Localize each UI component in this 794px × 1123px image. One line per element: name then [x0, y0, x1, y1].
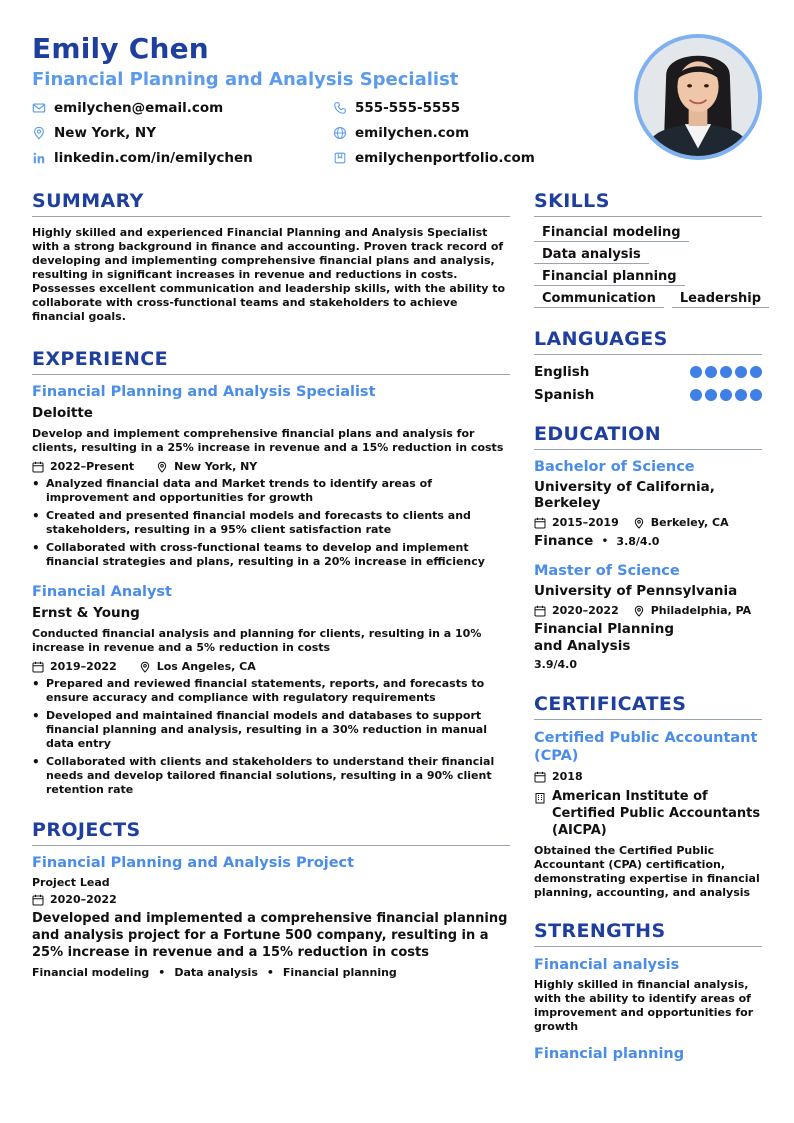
language-row [534, 364, 762, 380]
level-dot [735, 366, 747, 378]
contact-location-text: New York, NY [54, 125, 156, 141]
skill-tag: Financial modeling [534, 225, 689, 242]
job-meta [32, 460, 510, 473]
level-dot [705, 366, 717, 378]
education-section [534, 423, 762, 671]
job-title: Financial Planning and Analysis Specialist [32, 384, 376, 400]
skill-tag: Communication [534, 291, 664, 308]
education-meta [534, 604, 762, 617]
job-meta [32, 660, 510, 673]
project-description: Developed and implemented a comprehensive financial planning and analysis project for a Fortune 500 company, resulting in a 25% increase in revenue and a 15% reduction in costs [32, 911, 508, 960]
strength-entry [534, 957, 762, 1034]
project-tag: Data analysis [174, 966, 258, 979]
certificate-description: Obtained the Certified Public Accountant (CPA) certification, demonstrating expertise in financial planning, accounting, and analysis [534, 844, 760, 899]
education-entry [534, 563, 762, 671]
portrait-photo [638, 38, 758, 156]
job-location: New York, NY [174, 460, 258, 473]
level-dot [750, 366, 762, 378]
strength-entry [534, 1046, 762, 1062]
job-description: Conducted financial analysis and planning for clients, resulting in a 10% increase in revenue and a 5% reduction in costs [32, 627, 482, 654]
education-gpa: 3.9/4.0 [534, 658, 577, 671]
degree-title: Master of Science [534, 563, 680, 579]
avatar [634, 34, 762, 160]
globe-icon [333, 126, 347, 140]
contact-linkedin-text: linkedin.com/in/emilychen [54, 150, 253, 166]
level-dot [720, 389, 732, 401]
calendar-icon [32, 894, 44, 906]
education-location: Berkeley, CA [650, 516, 729, 529]
level-dot [735, 389, 747, 401]
school-name: University of California, Berkeley [534, 479, 715, 511]
languages-heading: LANGUAGES [534, 328, 762, 355]
project-entry [32, 855, 510, 979]
skills-section [534, 190, 762, 308]
project-tag: Financial modeling [32, 966, 150, 979]
mail-icon [32, 101, 46, 115]
education-field: Financial Planning and Analysis [534, 621, 675, 654]
project-title: Financial Planning and Analysis Project [32, 855, 355, 871]
calendar-icon [32, 461, 44, 473]
list-item: • Developed and maintained financial models and databases to support financial planning and analysis, resulting in a 30% reduction in manual data entry [32, 709, 510, 751]
contact-portfolio-text: emilychenportfolio.com [355, 150, 535, 166]
language-name: English [534, 364, 590, 380]
contact-email-text: emilychen@email.com [54, 100, 224, 116]
experience-section [32, 348, 510, 797]
list-item: • Analyzed financial data and Market trends to identify areas of improvement and opportunities for growth [32, 477, 510, 505]
job-company: Ernst & Young [32, 605, 140, 621]
location-pin-icon [156, 461, 168, 473]
education-field: Finance [534, 533, 594, 549]
linkedin-icon [32, 151, 46, 165]
certificates-section [534, 693, 762, 900]
contact-linkedin[interactable] [32, 150, 253, 166]
education-dates: 2020–2022 [552, 604, 619, 617]
level-dot [705, 389, 717, 401]
gpa-separator: • [601, 534, 609, 548]
candidate-role: Financial Planning and Analysis Specialist [32, 69, 459, 90]
job-company: Deloitte [32, 405, 93, 421]
location-pin-icon [633, 605, 645, 617]
location-pin-icon [32, 126, 46, 140]
level-dot [690, 366, 702, 378]
calendar-icon [534, 605, 546, 617]
phone-icon [333, 101, 347, 115]
language-level [690, 366, 762, 378]
degree-title: Bachelor of Science [534, 459, 695, 475]
education-heading: EDUCATION [534, 423, 762, 450]
level-dot [690, 389, 702, 401]
calendar-icon [534, 517, 546, 529]
portfolio-icon [333, 151, 347, 165]
right-column [534, 190, 762, 1062]
location-pin-icon [139, 661, 151, 673]
strength-description: Highly skilled in financial analysis, with the ability to identify areas of improvement and opportunities for growth [534, 978, 754, 1033]
strengths-section [534, 920, 762, 1062]
strength-name: Financial analysis [534, 957, 680, 973]
level-dot [720, 366, 732, 378]
project-role: Project Lead [32, 876, 110, 889]
list-item: • Created and presented financial models and forecasts to clients and stakeholders, resulting in a 95% client satisfaction rate [32, 509, 510, 537]
job-bullets [32, 677, 510, 797]
skill-tag: Financial planning [534, 269, 685, 286]
project-tags [32, 966, 510, 979]
projects-heading: PROJECTS [32, 819, 510, 846]
contact-portfolio[interactable] [333, 150, 535, 166]
strength-name: Financial planning [534, 1046, 685, 1062]
certificate-entry [534, 729, 762, 900]
school-name: University of Pennsylvania [534, 583, 738, 599]
contact-phone-text: 555-555-5555 [355, 100, 461, 116]
certificates-heading: CERTIFICATES [534, 693, 762, 720]
contact-email[interactable] [32, 100, 223, 116]
certificate-issuer: American Institute of Certified Public Accountants (AICPA) [552, 789, 761, 838]
skills-list [534, 225, 762, 308]
building-icon [534, 792, 546, 804]
skill-tag: Leadership [672, 291, 769, 308]
language-name: Spanish [534, 387, 595, 403]
list-item: • Collaborated with cross-functional teams to develop and implement financial strategies and plans, resulting in a 20% increase in efficiency [32, 541, 510, 569]
list-item: • Prepared and reviewed financial statements, reports, and forecasts to ensure accuracy and compliance with regulatory requirements [32, 677, 510, 705]
language-level [690, 389, 762, 401]
contact-website[interactable] [333, 125, 469, 141]
project-tag: Financial planning [282, 966, 397, 979]
education-dates: 2015–2019 [552, 516, 619, 529]
summary-heading: SUMMARY [32, 190, 510, 217]
contact-website-text: emilychen.com [355, 125, 470, 141]
location-pin-icon [633, 517, 645, 529]
tag-separator: • [266, 966, 274, 979]
education-entry [534, 459, 762, 549]
languages-section [534, 328, 762, 403]
education-location: Philadelphia, PA [650, 604, 752, 617]
left-column [32, 190, 510, 979]
job-dates: 2019–2022 [50, 660, 117, 673]
project-dates: 2020–2022 [50, 893, 117, 906]
projects-section [32, 819, 510, 979]
certificate-meta [534, 770, 762, 783]
certificate-year: 2018 [552, 770, 583, 783]
job-entry [32, 584, 510, 797]
experience-heading: EXPERIENCE [32, 348, 510, 375]
job-title: Financial Analyst [32, 584, 172, 600]
calendar-icon [32, 661, 44, 673]
skills-heading: SKILLS [534, 190, 762, 217]
candidate-name: Emily Chen [32, 32, 209, 65]
contact-location [32, 125, 156, 141]
job-description: Develop and implement comprehensive financial plans and analysis for clients, resulting in a 25% increase in revenue and a 15% reduction in costs [32, 427, 504, 454]
list-item: • Collaborated with clients and stakeholders to understand their financial needs and develop tailored financial solutions, resulting in a 90% client retention rate [32, 755, 510, 797]
job-location: Los Angeles, CA [156, 660, 256, 673]
project-meta [32, 893, 510, 906]
calendar-icon [534, 771, 546, 783]
education-gpa: 3.8/4.0 [616, 534, 660, 548]
strengths-heading: STRENGTHS [534, 920, 762, 947]
language-row [534, 387, 762, 403]
summary-section [32, 190, 510, 324]
tag-separator: • [158, 966, 166, 979]
summary-text: Highly skilled and experienced Financial Planning and Analysis Specialist with a strong background in finance and accounting. Proven track record of developing and implementing comprehensive financial plans and analysis, resulting in significant increases in revenue and reductions in costs. Possesses excellent communication and leadership skills, with the ability to collaborate with cross-functional teams and stakeholders to achieve financial goals. [32, 226, 506, 323]
contact-phone[interactable] [333, 100, 460, 116]
education-meta [534, 516, 762, 529]
job-dates: 2022–Present [50, 460, 135, 473]
job-bullets [32, 477, 510, 569]
job-entry [32, 384, 510, 569]
skill-tag: Data analysis [534, 247, 649, 264]
certificate-name: Certified Public Accountant (CPA) [534, 730, 758, 764]
level-dot [750, 389, 762, 401]
